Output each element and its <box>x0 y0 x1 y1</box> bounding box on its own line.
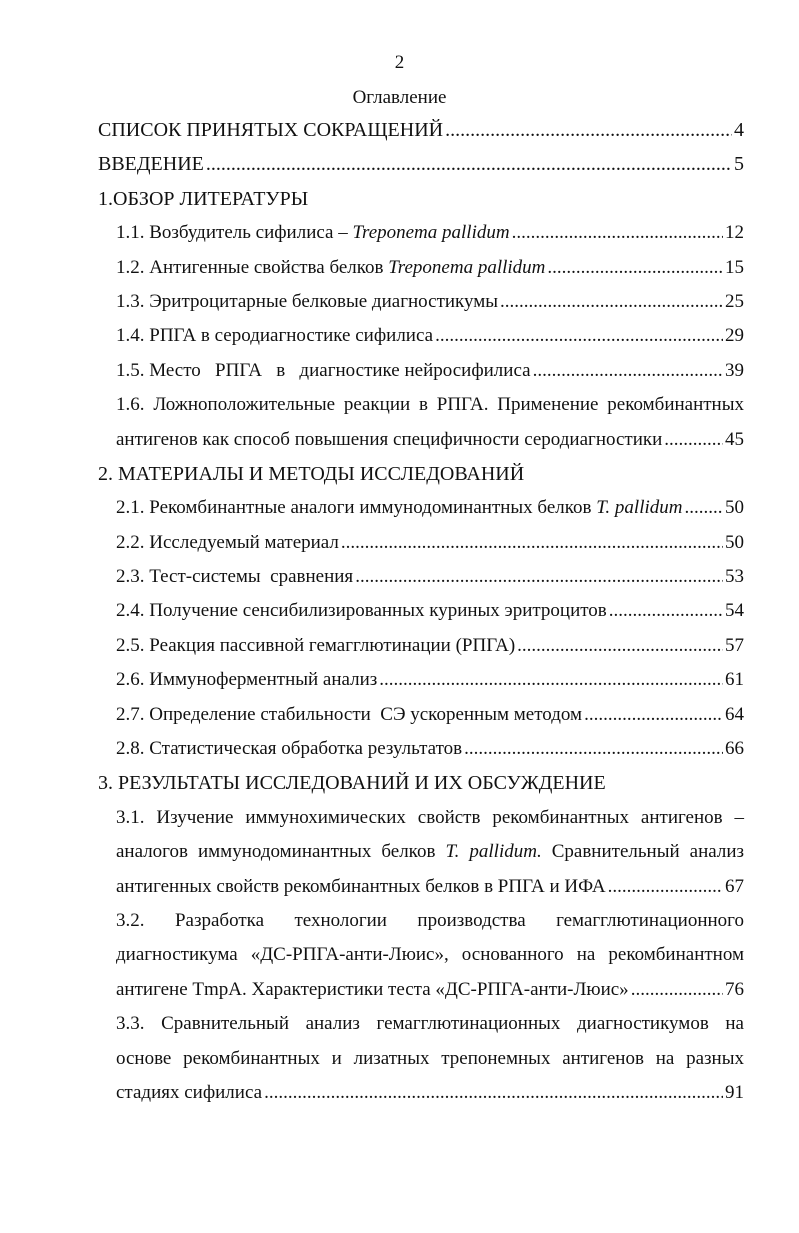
toc-title: Оглавление <box>352 87 447 108</box>
page-ref: 76 <box>725 978 744 1000</box>
toc-entry-3-3-line2[interactable]: основе рекомбинантных и лизатных трепонемных антигенов на разных <box>116 1047 744 1069</box>
page-ref: 25 <box>725 290 744 312</box>
page-ref: 91 <box>725 1081 744 1103</box>
page-ref: 50 <box>725 497 744 519</box>
toc-entry-3-1-line2[interactable]: аналогов иммунодоминантных белков T. pallidum. Сравнительный анализ <box>116 841 744 863</box>
toc-entry-3-1-line1[interactable]: 3.1. Изучение иммунохимических свойств рекомбинантных антигенов – <box>116 806 744 828</box>
toc-entry-2-5[interactable]: 2.5. Реакция пассивной гемагглютинации (РПГА) ..... 57 <box>116 629 744 663</box>
toc-chapter-1[interactable]: 1.ОБЗОР ЛИТЕРАТУРЫ <box>98 187 309 210</box>
toc-chapter-3[interactable]: 3. РЕЗУЛЬТАТЫ ИССЛЕДОВАНИЙ И ИХ ОБСУЖДЕНИЕ <box>98 772 606 795</box>
toc-entry-1-2[interactable]: 1.2. Антигенные свойства белков Treponema pallidum ..... 15 <box>116 251 744 285</box>
toc-entry-3-2-line2[interactable]: диагностикума «ДС-РПГА-анти-Люис», основанного на рекомбинантном <box>116 944 744 966</box>
toc-entry-2-1[interactable]: 2.1. Рекомбинантные аналоги иммунодоминантных белков T. pallidum ..... 50 <box>116 491 744 525</box>
page-ref: 64 <box>725 703 744 725</box>
page-ref: 57 <box>725 634 744 656</box>
page-ref: 66 <box>725 738 744 760</box>
page-ref: 61 <box>725 669 744 691</box>
page-ref: 50 <box>725 531 744 553</box>
page-ref: 39 <box>725 359 744 381</box>
page-ref: 4 <box>734 119 744 141</box>
page-ref: 5 <box>734 153 744 176</box>
toc-entry-introduction[interactable]: ВВЕДЕНИЕ ..... 5 <box>98 147 744 181</box>
toc-entry-1-6-line2[interactable]: антигенов как способ повышения специфичности серодиагностики ..... 45 <box>116 423 744 457</box>
page-number: 2 <box>394 52 405 73</box>
toc-entry-1-3[interactable]: 1.3. Эритроцитарные белковые диагностикумы ..... 25 <box>116 285 744 319</box>
toc-entry-2-4[interactable]: 2.4. Получение сенсибилизированных куриных эритроцитов ..... 54 <box>116 594 744 628</box>
toc-chapter-2[interactable]: 2. МАТЕРИАЛЫ И МЕТОДЫ ИССЛЕДОВАНИЙ <box>98 462 525 485</box>
toc-entry-1-1[interactable]: 1.1. Возбудитель сифилиса – Treponema pallidum ..... 12 <box>116 216 744 250</box>
toc-entry-1-5[interactable]: 1.5. Место РПГА в диагностике нейросифилиса ..... 39 <box>116 354 744 388</box>
toc-entry-3-3-line3[interactable]: стадиях сифилиса ..... 91 <box>116 1076 744 1110</box>
page-ref: 67 <box>725 875 744 897</box>
toc-entry-2-3[interactable]: 2.3. Тест-системы сравнения ..... 53 <box>116 560 744 594</box>
page-ref: 53 <box>725 566 744 588</box>
table-of-contents <box>98 113 744 1110</box>
toc-entry-2-2[interactable]: 2.2. Исследуемый материал ..... 50 <box>116 526 744 560</box>
toc-entry-2-7[interactable]: 2.7. Определение стабильности СЭ ускоренным методом ..... 64 <box>116 698 744 732</box>
page-ref: 45 <box>725 428 744 450</box>
page-ref: 54 <box>725 600 744 622</box>
toc-entry-2-6[interactable]: 2.6. Иммуноферментный анализ ..... 61 <box>116 663 744 697</box>
toc-entry-1-6-line1[interactable]: 1.6. Ложноположительные реакции в РПГА. Применение рекомбинантных <box>116 394 744 416</box>
page-ref: 12 <box>725 222 744 244</box>
toc-entry-1-4[interactable]: 1.4. РПГА в серодиагностике сифилиса ..... 29 <box>116 319 744 353</box>
toc-entry-3-1-line3[interactable]: антигенных свойств рекомбинантных белков в РПГА и ИФА ..... 67 <box>116 870 744 904</box>
toc-entry-3-2-line1[interactable]: 3.2. Разработка технологии производства гемагглютинационного <box>116 909 744 931</box>
toc-entry-abbreviations[interactable]: СПИСОК ПРИНЯТЫХ СОКРАЩЕНИЙ ..... 4 <box>98 113 744 147</box>
toc-entry-2-8[interactable]: 2.8. Статистическая обработка результатов ..... 66 <box>116 732 744 766</box>
page-ref: 15 <box>725 256 744 278</box>
toc-entry-3-2-line3[interactable]: антигене TmpA. Характеристики теста «ДС-РПГА-анти-Люис» ..... 76 <box>116 973 744 1007</box>
page-ref: 29 <box>725 325 744 347</box>
toc-entry-3-3-line1[interactable]: 3.3. Сравнительный анализ гемагглютинационных диагностикумов на <box>116 1013 744 1035</box>
